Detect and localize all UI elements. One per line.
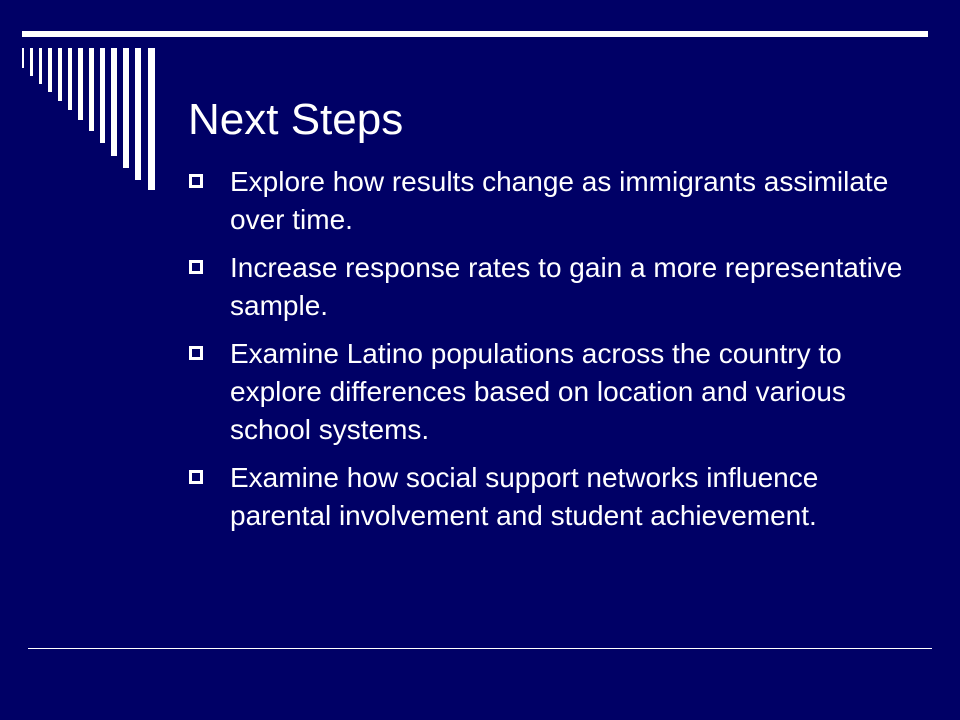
bullet-list <box>188 163 904 545</box>
hollow-square-icon <box>189 346 203 360</box>
decorative-stripes <box>0 0 160 200</box>
bullet-item <box>188 335 904 449</box>
bullet-text: Examine how social support networks influence parental involvement and student achievement. <box>230 462 819 531</box>
slide-title: Next Steps <box>188 95 404 144</box>
bullet-item <box>188 249 904 325</box>
bullet-text: Examine Latino populations across the country to explore differences based on location and various school systems. <box>230 338 846 445</box>
bullet-item <box>188 163 904 239</box>
bullet-item <box>188 459 904 535</box>
bullet-text: Explore how results change as immigrants assimilate over time. <box>230 166 889 235</box>
bottom-rule <box>28 648 932 649</box>
bullet-text: Increase response rates to gain a more representative sample. <box>230 252 903 321</box>
hollow-square-icon <box>189 470 203 484</box>
hollow-square-icon <box>189 260 203 274</box>
hollow-square-icon <box>189 174 203 188</box>
